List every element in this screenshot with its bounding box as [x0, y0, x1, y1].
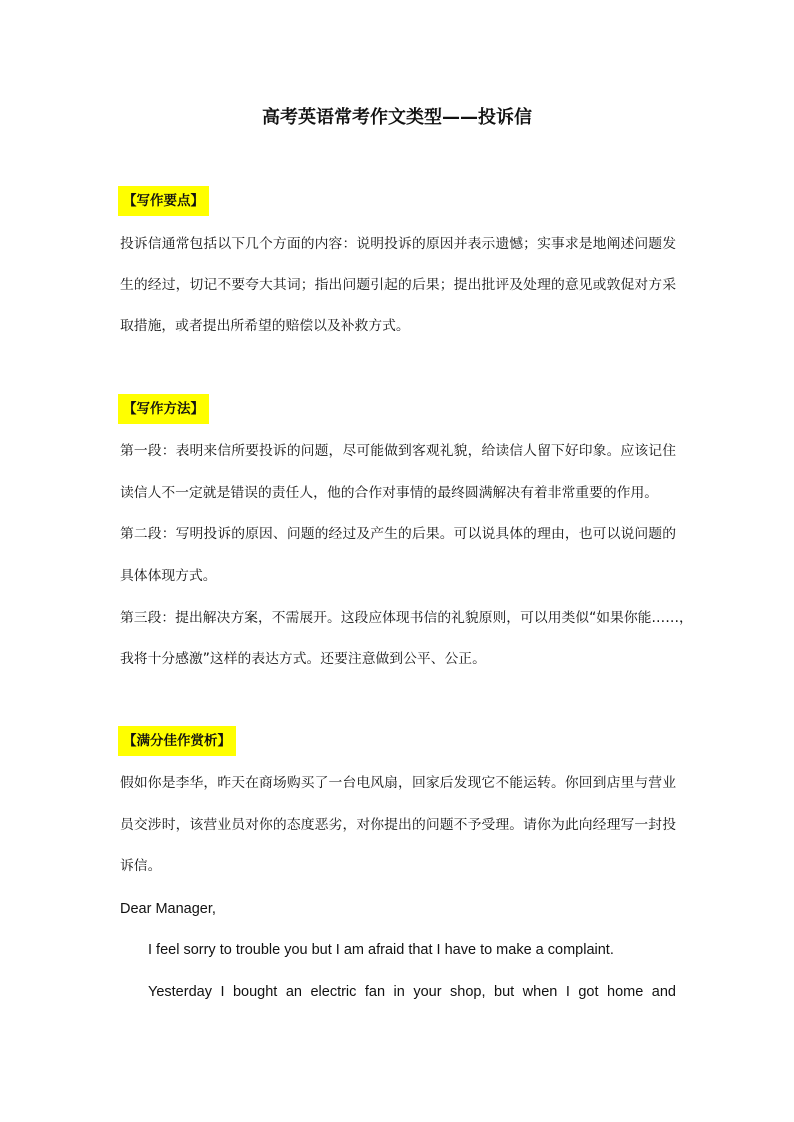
paragraph-line: 第三段：提出解决方案，不需展开。这段应体现书信的礼貌原则，可以用类似“如果你能……，: [120, 610, 693, 626]
paragraph-line: 生的经过，切记不要夸大其词；指出问题引起的后果；提出批评及处理的意见或敦促对方采: [120, 277, 676, 293]
letter-line: I feel sorry to trouble you but I am afraid that I have to make a complaint.: [148, 942, 614, 958]
paragraph-line: 员交涉时，该营业员对你的态度恶劣，对你提出的问题不予受理。请你为此向经理写一封投: [120, 817, 676, 833]
paragraph-line: 取措施，或者提出所希望的赔偿以及补救方式。: [120, 318, 410, 334]
paragraph-line: 假如你是李华，昨天在商场购买了一台电风扇，回家后发现它不能运转。你回到店里与营业: [120, 775, 676, 791]
section-heading-writing-method: 【写作方法】: [118, 394, 209, 424]
paragraph-line: 第一段：表明来信所要投诉的问题，尽可能做到客观礼貌，给读信人留下好印象。应该记住: [120, 443, 676, 459]
letter-salutation: Dear Manager,: [120, 901, 216, 917]
paragraph-line: 投诉信通常包括以下几个方面的内容：说明投诉的原因并表示遗憾；实事求是地阐述问题发: [120, 236, 676, 252]
paragraph-line: 我将十分感激”这样的表达方式。还要注意做到公平、公正。: [120, 651, 486, 667]
document-title: 高考英语常考作文类型——投诉信: [262, 107, 532, 128]
section-heading-sample-analysis: 【满分佳作赏析】: [118, 726, 236, 756]
section-heading-writing-points: 【写作要点】: [118, 186, 209, 216]
letter-line: Yesterday I bought an electric fan in your shop, but when I got home and: [148, 984, 676, 1000]
paragraph-line: 诉信。: [120, 858, 162, 874]
paragraph-line: 读信人不一定就是错误的责任人，他的合作对事情的最终圆满解决有着非常重要的作用。: [120, 485, 659, 501]
paragraph-line: 具体体现方式。: [120, 568, 217, 584]
paragraph-line: 第二段：写明投诉的原因、问题的经过及产生的后果。可以说具体的理由，也可以说问题的: [120, 526, 676, 542]
